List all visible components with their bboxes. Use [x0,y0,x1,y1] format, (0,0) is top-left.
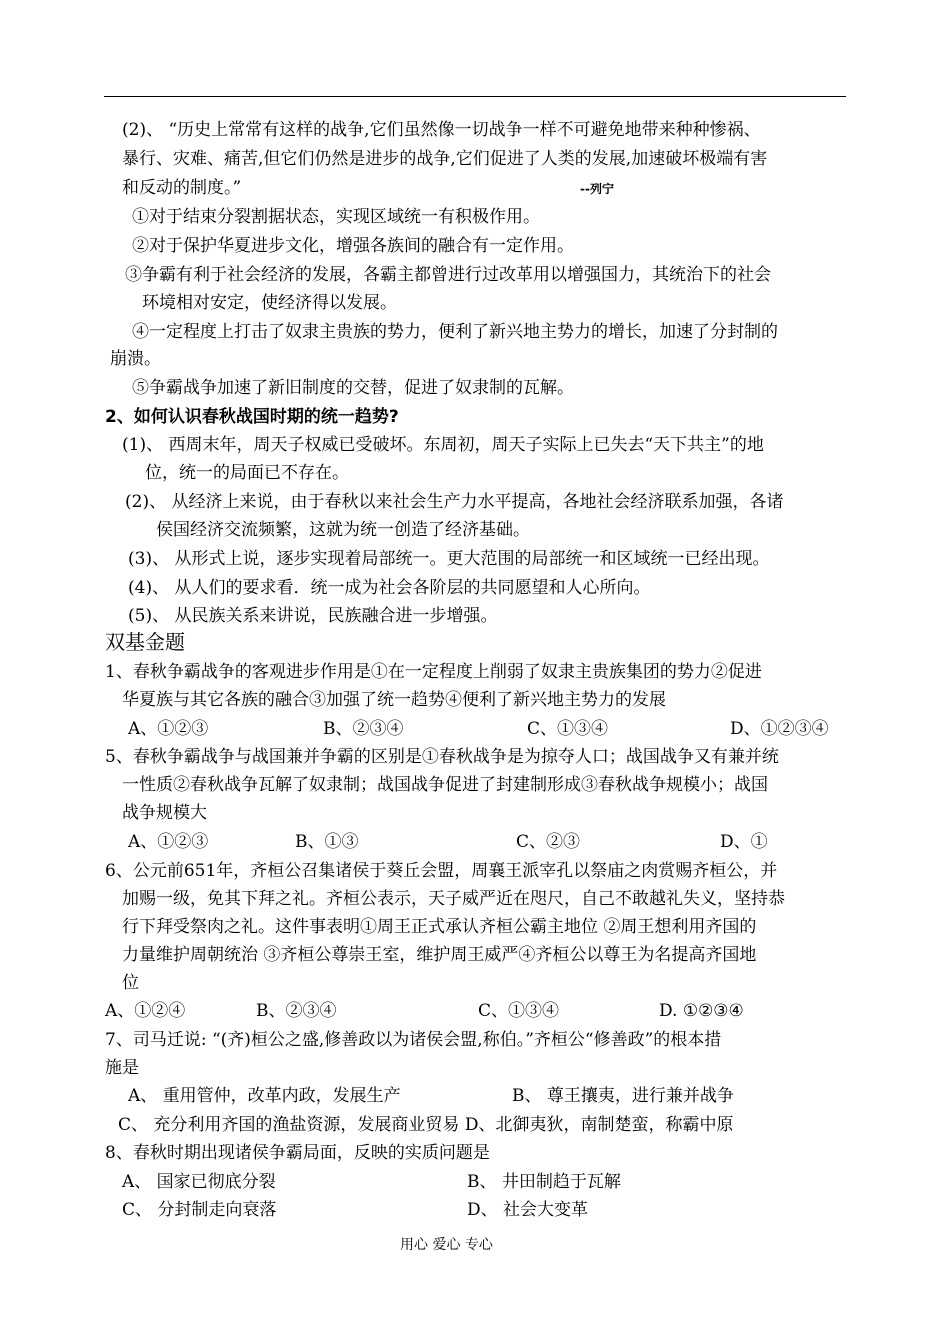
question-2-heading: 2、如何认识春秋战国时期的统一趋势? [105,407,399,427]
quote-line-1: (2)、 “历史上常常有这样的战争,它们虽然像一切战争一样不可避免地带来种种惨祸、 [122,120,761,140]
part2-line-1-cont: 位，统一的局面已不存在。 [145,463,349,483]
page-footer: 用心 爱心 专心 [400,1237,493,1253]
q5-option-d: D、① [720,832,768,852]
point-4-cont: 崩溃。 [110,349,161,369]
q6-stem-line-5: 位 [122,973,139,993]
section-title: 双基金题 [105,630,185,654]
part2-line-1: (1)、 西周末年，周天子权威已受破坏。东周初，周天子实际上已失去“天下共主”的地 [122,435,764,455]
q5-option-b: B、①③ [295,832,359,852]
q7-option-b: B、 尊王攘夷，进行兼并战争 [512,1086,734,1106]
quote-attribution: --列宁 [580,182,614,196]
q5-stem-line-1: 5、春秋争霸战争与战国兼并争霸的区别是①春秋战争是为掠夺人口；战国战争又有兼并统 [105,747,779,767]
q5-option-c: C、②③ [516,832,581,852]
point-5: ⑤争霸战争加速了新旧制度的交替，促进了奴隶制的瓦解。 [132,378,574,398]
quote-line-2: 暴行、灾难、痛苦,但它们仍然是进步的战争,它们促进了人类的发展,加速破坏极端有害 [122,149,768,169]
q7-stem-line-1: 7、司马迁说: “(齐)桓公之盛,修善政以为诸侯会盟,称伯。”齐桓公“修善政”的根本措 [105,1030,722,1050]
header-rule [104,96,846,97]
q1-option-b: B、②③④ [323,719,404,739]
q8-option-c: C、 分封制走向衰落 [122,1200,277,1220]
part2-line-4: (4)、 从人们的要求看．统一成为社会各阶层的共同愿望和人心所向。 [128,578,651,598]
q7-option-a: A、 重用管仲，改革内政，发展生产 [128,1086,401,1106]
q6-stem-line-1: 6、公元前651年，齐桓公召集诸侯于葵丘会盟，周襄王派宰孔以祭庙之肉赏赐齐桓公，并 [105,861,778,881]
q6-option-c: C、①③④ [478,1001,560,1021]
q6-stem-line-3: 行下拜受祭肉之礼。这件事表明①周王正式承认齐桓公霸主地位 ②周王想利用齐国的 [122,917,757,937]
q1-stem-line-2: 华夏族与其它各族的融合③加强了统一趋势④便利了新兴地主势力的发展 [122,690,666,710]
q5-stem-line-2: 一性质②春秋战争瓦解了奴隶制；战国战争促进了封建制形成③春秋战争规模小；战国 [122,775,768,795]
part2-line-3: (3)、 从形式上说，逐步实现着局部统一。更大范围的局部统一和区域统一已经出现。 [128,549,770,569]
q7-stem-line-2: 施是 [105,1058,139,1078]
point-1: ①对于结束分裂割据状态，实现区域统一有积极作用。 [132,207,540,227]
q1-stem-line-1: 1、春秋争霸战争的客观进步作用是①在一定程度上削弱了奴隶主贵族集团的势力②促进 [105,662,762,682]
part2-line-5: (5)、 从民族关系来讲说，民族融合进一步增强。 [128,606,498,626]
q5-stem-line-3: 战争规模大 [122,803,207,823]
point-3: ③争霸有利于社会经济的发展，各霸主都曾进行过改革用以增强国力，其统治下的社会 [125,265,771,285]
q6-stem-line-2: 加赐一级，免其下拜之礼。齐桓公表示，天子威严近在咫尺，自己不敢越礼失义，坚持恭 [122,889,785,909]
q1-option-a: A、①②③ [128,719,209,739]
q7-option-c-d: C、 充分利用齐国的渔盐资源，发展商业贸易 D、北御夷狄，南制楚蛮，称霸中原 [118,1115,734,1135]
q1-option-d: D、①②③④ [730,719,829,739]
q8-option-d: D、 社会大变革 [467,1200,589,1220]
q1-option-c: C、①③④ [527,719,609,739]
point-2: ②对于保护华夏进步文化，增强各族间的融合有一定作用。 [132,236,574,256]
q6-option-d: D. ①②③④ [659,1001,744,1021]
q6-option-b: B、②③④ [256,1001,337,1021]
q8-option-b: B、 井田制趋于瓦解 [467,1172,621,1192]
point-3-cont: 环境相对安定，使经济得以发展。 [142,293,397,313]
q6-option-a: A、①②④ [105,1001,186,1021]
q8-option-a: A、 国家已彻底分裂 [122,1172,276,1192]
q5-option-a: A、①②③ [128,832,209,852]
quote-line-3: 和反动的制度。” [122,178,242,198]
q6-stem-line-4: 力量维护周朝统治 ③齐桓公尊崇王室，维护周王威严④齐桓公以尊王为名提高齐国地 [122,945,757,965]
point-4: ④一定程度上打击了奴隶主贵族的势力，便利了新兴地主势力的增长，加速了分封制的 [132,322,778,342]
part2-line-2-cont: 侯国经济交流频繁，这就为统一创造了经济基础。 [156,520,530,540]
part2-line-2: (2)、 从经济上来说，由于春秋以来社会生产力水平提高，各地社会经济联系加强，各诸 [125,492,784,512]
q8-stem: 8、春秋时期出现诸侯争霸局面，反映的实质问题是 [105,1143,490,1163]
